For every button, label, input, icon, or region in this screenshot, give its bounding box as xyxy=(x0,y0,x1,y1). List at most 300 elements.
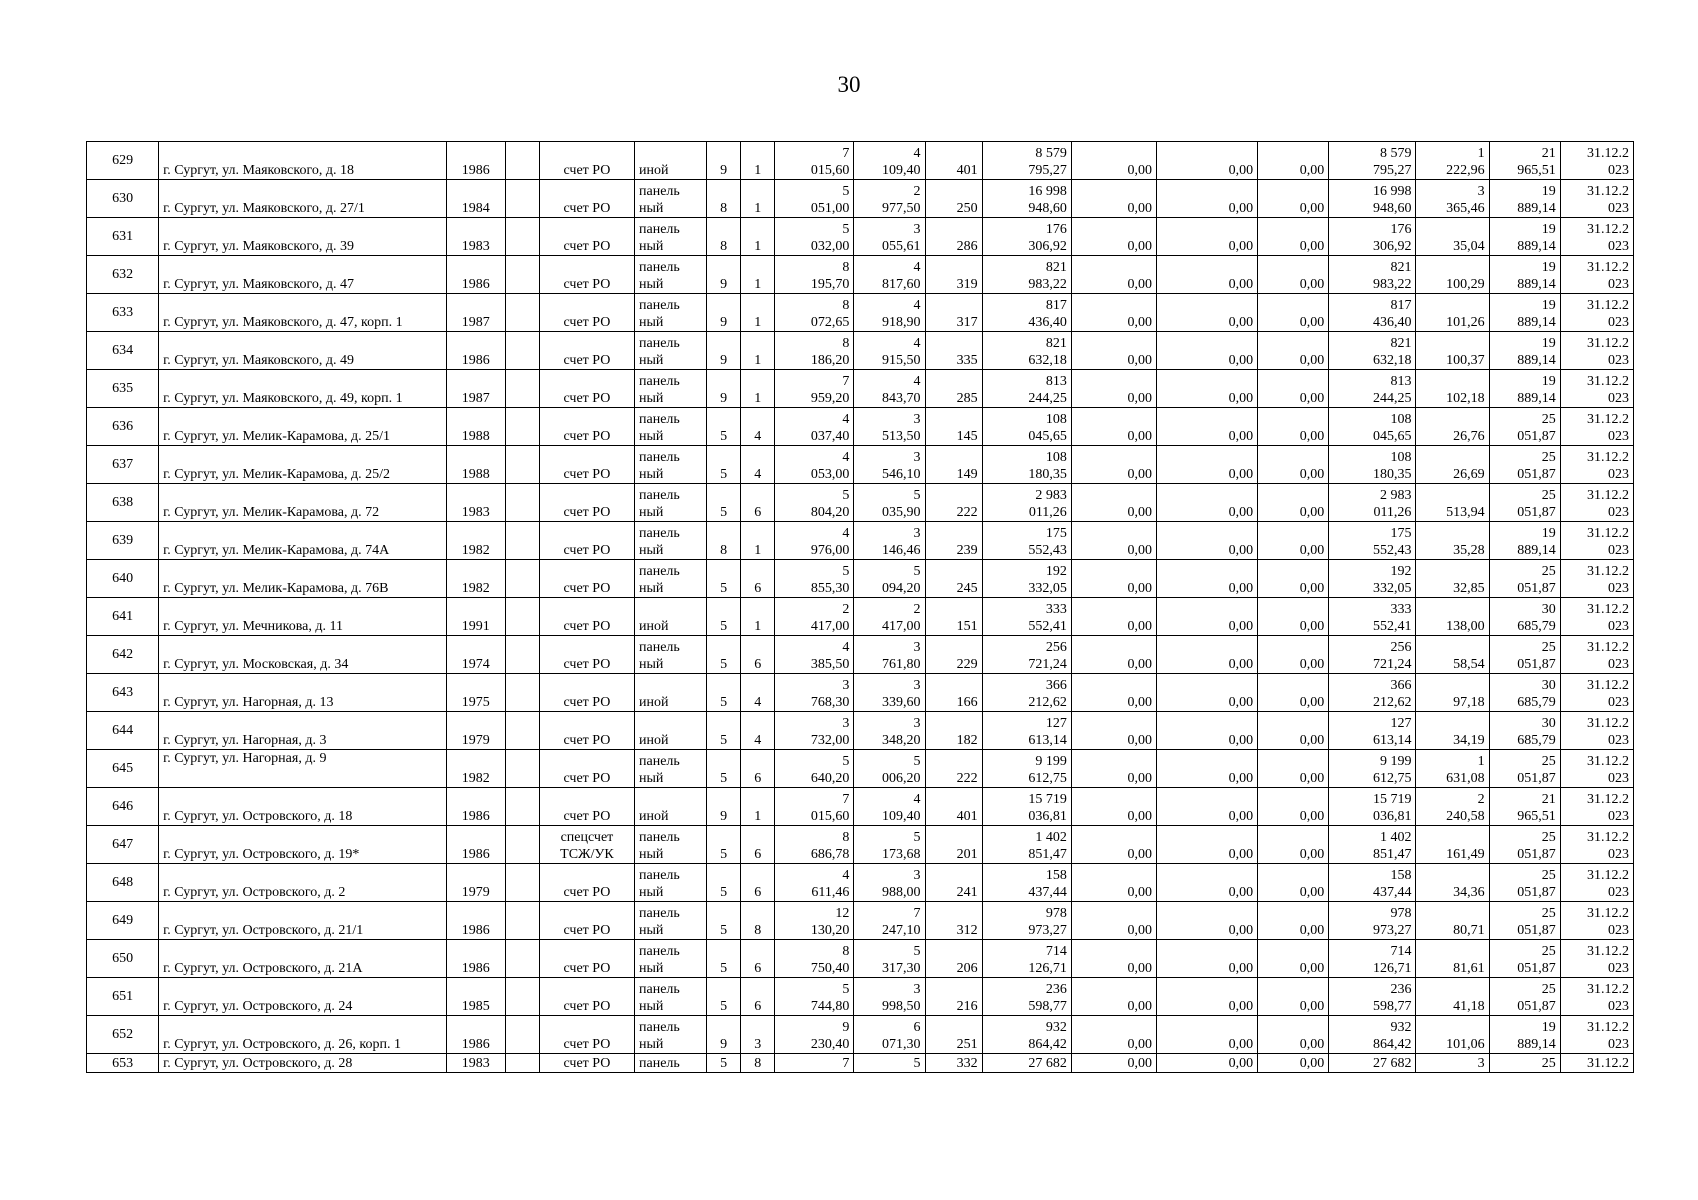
regional-funds-cell: 0,00 xyxy=(1156,446,1257,484)
wall-material-cell: панель ный xyxy=(635,750,707,788)
owner-funds-cell: 176 306,92 xyxy=(1329,218,1416,256)
table-row xyxy=(87,370,1634,408)
year-cell: 1984 xyxy=(446,180,505,218)
limit-cost-cell: 25 051,87 xyxy=(1489,978,1560,1016)
unit-cost-cell: 1 222,96 xyxy=(1416,142,1489,180)
year-cell: 1982 xyxy=(446,750,505,788)
row-number-cell: 630 xyxy=(87,180,159,218)
municipal-funds-cell: 0,00 xyxy=(1258,142,1329,180)
address-cell: г. Сургут, ул. Маяковского, д. 39 xyxy=(159,218,447,256)
federal-funds-cell: 0,00 xyxy=(1071,598,1156,636)
fund-method-cell: счет РО xyxy=(539,978,634,1016)
total-area-cell: 5 804,20 xyxy=(775,484,854,522)
federal-funds-cell: 0,00 xyxy=(1071,1016,1156,1054)
floors-cell: 9 xyxy=(707,788,741,826)
entrances-cell: 4 xyxy=(741,446,775,484)
year-cell: 1991 xyxy=(446,598,505,636)
residents-cell: 222 xyxy=(925,750,982,788)
address-cell: г. Сургут, ул. Островского, д. 18 xyxy=(159,788,447,826)
wall-material-cell: панель ный xyxy=(635,636,707,674)
empty-cell xyxy=(505,294,539,332)
total-area-cell: 4 976,00 xyxy=(775,522,854,560)
floors-cell: 5 xyxy=(707,1054,741,1073)
residents-cell: 285 xyxy=(925,370,982,408)
table-row xyxy=(87,598,1634,636)
floors-cell: 5 xyxy=(707,598,741,636)
residents-cell: 251 xyxy=(925,1016,982,1054)
unit-cost-cell: 81,61 xyxy=(1416,940,1489,978)
unit-cost-cell: 138,00 xyxy=(1416,598,1489,636)
fund-method-cell: счет РО xyxy=(539,864,634,902)
regional-funds-cell: 0,00 xyxy=(1156,902,1257,940)
municipal-funds-cell: 0,00 xyxy=(1258,332,1329,370)
wall-material-cell: иной xyxy=(635,598,707,636)
empty-cell xyxy=(505,978,539,1016)
entrances-cell: 6 xyxy=(741,978,775,1016)
fund-method-cell: счет РО xyxy=(539,180,634,218)
floors-cell: 9 xyxy=(707,256,741,294)
federal-funds-cell: 0,00 xyxy=(1071,636,1156,674)
floors-cell: 5 xyxy=(707,674,741,712)
wall-material-cell: панель ный xyxy=(635,560,707,598)
municipal-funds-cell: 0,00 xyxy=(1258,674,1329,712)
address-cell: г. Сургут, ул. Мелик-Карамова, д. 72 xyxy=(159,484,447,522)
residents-cell: 245 xyxy=(925,560,982,598)
total-area-cell: 3 732,00 xyxy=(775,712,854,750)
municipal-funds-cell: 0,00 xyxy=(1258,826,1329,864)
empty-cell xyxy=(505,446,539,484)
row-number-cell: 644 xyxy=(87,712,159,750)
total-area-cell: 5 032,00 xyxy=(775,218,854,256)
table-row xyxy=(87,256,1634,294)
unit-cost-cell: 34,19 xyxy=(1416,712,1489,750)
regional-funds-cell: 0,00 xyxy=(1156,142,1257,180)
residents-cell: 335 xyxy=(925,332,982,370)
total-area-cell: 7 015,60 xyxy=(775,142,854,180)
limit-cost-cell: 19 889,14 xyxy=(1489,522,1560,560)
address-cell: г. Сургут, ул. Маяковского, д. 27/1 xyxy=(159,180,447,218)
floors-cell: 9 xyxy=(707,142,741,180)
year-cell: 1983 xyxy=(446,1054,505,1073)
living-area-cell: 4 918,90 xyxy=(854,294,925,332)
floors-cell: 5 xyxy=(707,864,741,902)
residents-cell: 216 xyxy=(925,978,982,1016)
federal-funds-cell: 0,00 xyxy=(1071,294,1156,332)
total-cost-cell: 333 552,41 xyxy=(982,598,1071,636)
address-cell: г. Сургут, ул. Островского, д. 24 xyxy=(159,978,447,1016)
total-area-cell: 4 385,50 xyxy=(775,636,854,674)
year-cell: 1979 xyxy=(446,712,505,750)
total-cost-cell: 256 721,24 xyxy=(982,636,1071,674)
owner-funds-cell: 108 045,65 xyxy=(1329,408,1416,446)
address-cell: г. Сургут, ул. Мелик-Карамова, д. 25/1 xyxy=(159,408,447,446)
table-row xyxy=(87,218,1634,256)
limit-cost-cell: 19 889,14 xyxy=(1489,370,1560,408)
fund-method-cell: счет РО xyxy=(539,446,634,484)
federal-funds-cell: 0,00 xyxy=(1071,788,1156,826)
address-cell: г. Сургут, ул. Маяковского, д. 18 xyxy=(159,142,447,180)
municipal-funds-cell: 0,00 xyxy=(1258,408,1329,446)
row-number-cell: 642 xyxy=(87,636,159,674)
address-cell: г. Сургут, ул. Нагорная, д. 3 xyxy=(159,712,447,750)
total-area-cell: 7 015,60 xyxy=(775,788,854,826)
limit-cost-cell: 25 051,87 xyxy=(1489,940,1560,978)
table-row xyxy=(87,142,1634,180)
floors-cell: 8 xyxy=(707,522,741,560)
owner-funds-cell: 714 126,71 xyxy=(1329,940,1416,978)
municipal-funds-cell: 0,00 xyxy=(1258,294,1329,332)
total-area-cell: 5 640,20 xyxy=(775,750,854,788)
entrances-cell: 4 xyxy=(741,408,775,446)
total-area-cell: 5 051,00 xyxy=(775,180,854,218)
deadline-cell: 31.12.2 023 xyxy=(1560,712,1633,750)
owner-funds-cell: 932 864,42 xyxy=(1329,1016,1416,1054)
total-area-cell: 12 130,20 xyxy=(775,902,854,940)
regional-funds-cell: 0,00 xyxy=(1156,1054,1257,1073)
table-row xyxy=(87,522,1634,560)
residents-cell: 250 xyxy=(925,180,982,218)
wall-material-cell: панель ный xyxy=(635,484,707,522)
deadline-cell: 31.12.2 023 xyxy=(1560,598,1633,636)
owner-funds-cell: 333 552,41 xyxy=(1329,598,1416,636)
wall-material-cell: панель ный xyxy=(635,294,707,332)
unit-cost-cell: 32,85 xyxy=(1416,560,1489,598)
total-area-cell: 5 744,80 xyxy=(775,978,854,1016)
empty-cell xyxy=(505,218,539,256)
federal-funds-cell: 0,00 xyxy=(1071,370,1156,408)
year-cell: 1986 xyxy=(446,902,505,940)
address-cell: г. Сургут, ул. Островского, д. 21А xyxy=(159,940,447,978)
row-number-cell: 633 xyxy=(87,294,159,332)
residents-cell: 149 xyxy=(925,446,982,484)
wall-material-cell: панель ный xyxy=(635,826,707,864)
owner-funds-cell: 821 983,22 xyxy=(1329,256,1416,294)
living-area-cell: 3 339,60 xyxy=(854,674,925,712)
year-cell: 1979 xyxy=(446,864,505,902)
row-number-cell: 637 xyxy=(87,446,159,484)
entrances-cell: 1 xyxy=(741,522,775,560)
owner-funds-cell: 15 719 036,81 xyxy=(1329,788,1416,826)
row-number-cell: 646 xyxy=(87,788,159,826)
fund-method-cell: счет РО xyxy=(539,370,634,408)
unit-cost-cell: 101,06 xyxy=(1416,1016,1489,1054)
unit-cost-cell: 97,18 xyxy=(1416,674,1489,712)
deadline-cell: 31.12.2 023 xyxy=(1560,294,1633,332)
empty-cell xyxy=(505,598,539,636)
floors-cell: 9 xyxy=(707,370,741,408)
limit-cost-cell: 25 051,87 xyxy=(1489,864,1560,902)
entrances-cell: 6 xyxy=(741,636,775,674)
deadline-cell: 31.12.2 023 xyxy=(1560,750,1633,788)
deadline-cell: 31.12.2 023 xyxy=(1560,332,1633,370)
unit-cost-cell: 3 xyxy=(1416,1054,1489,1073)
owner-funds-cell: 8 579 795,27 xyxy=(1329,142,1416,180)
entrances-cell: 1 xyxy=(741,370,775,408)
address-cell: г. Сургут, ул. Маяковского, д. 49, корп. 1 xyxy=(159,370,447,408)
total-cost-cell: 714 126,71 xyxy=(982,940,1071,978)
municipal-funds-cell: 0,00 xyxy=(1258,940,1329,978)
row-number-cell: 648 xyxy=(87,864,159,902)
fund-method-cell: счет РО xyxy=(539,712,634,750)
year-cell: 1985 xyxy=(446,978,505,1016)
unit-cost-cell: 34,36 xyxy=(1416,864,1489,902)
entrances-cell: 6 xyxy=(741,940,775,978)
entrances-cell: 6 xyxy=(741,826,775,864)
year-cell: 1987 xyxy=(446,370,505,408)
empty-cell xyxy=(505,560,539,598)
year-cell: 1983 xyxy=(446,484,505,522)
limit-cost-cell: 25 xyxy=(1489,1054,1560,1073)
table-row xyxy=(87,636,1634,674)
wall-material-cell: панель ный xyxy=(635,256,707,294)
address-cell: г. Сургут, ул. Маяковского, д. 49 xyxy=(159,332,447,370)
total-cost-cell: 978 973,27 xyxy=(982,902,1071,940)
municipal-funds-cell: 0,00 xyxy=(1258,218,1329,256)
empty-cell xyxy=(505,408,539,446)
deadline-cell: 31.12.2 023 xyxy=(1560,218,1633,256)
living-area-cell: 5 006,20 xyxy=(854,750,925,788)
living-area-cell: 2 977,50 xyxy=(854,180,925,218)
empty-cell xyxy=(505,788,539,826)
regional-funds-cell: 0,00 xyxy=(1156,408,1257,446)
table-row xyxy=(87,484,1634,522)
total-cost-cell: 9 199 612,75 xyxy=(982,750,1071,788)
federal-funds-cell: 0,00 xyxy=(1071,902,1156,940)
residents-cell: 312 xyxy=(925,902,982,940)
total-area-cell: 8 750,40 xyxy=(775,940,854,978)
row-number-cell: 632 xyxy=(87,256,159,294)
unit-cost-cell: 80,71 xyxy=(1416,902,1489,940)
living-area-cell: 5 xyxy=(854,1054,925,1073)
living-area-cell: 4 843,70 xyxy=(854,370,925,408)
regional-funds-cell: 0,00 xyxy=(1156,674,1257,712)
total-cost-cell: 932 864,42 xyxy=(982,1016,1071,1054)
floors-cell: 5 xyxy=(707,712,741,750)
regional-funds-cell: 0,00 xyxy=(1156,826,1257,864)
limit-cost-cell: 25 051,87 xyxy=(1489,484,1560,522)
regional-funds-cell: 0,00 xyxy=(1156,560,1257,598)
floors-cell: 5 xyxy=(707,446,741,484)
deadline-cell: 31.12.2 023 xyxy=(1560,940,1633,978)
deadline-cell: 31.12.2 023 xyxy=(1560,484,1633,522)
empty-cell xyxy=(505,864,539,902)
unit-cost-cell: 102,18 xyxy=(1416,370,1489,408)
fund-method-cell: счет РО xyxy=(539,522,634,560)
entrances-cell: 6 xyxy=(741,484,775,522)
year-cell: 1986 xyxy=(446,332,505,370)
living-area-cell: 6 071,30 xyxy=(854,1016,925,1054)
entrances-cell: 8 xyxy=(741,902,775,940)
entrances-cell: 8 xyxy=(741,1054,775,1073)
regional-funds-cell: 0,00 xyxy=(1156,636,1257,674)
federal-funds-cell: 0,00 xyxy=(1071,522,1156,560)
deadline-cell: 31.12.2 023 xyxy=(1560,674,1633,712)
limit-cost-cell: 30 685,79 xyxy=(1489,674,1560,712)
living-area-cell: 3 146,46 xyxy=(854,522,925,560)
floors-cell: 5 xyxy=(707,902,741,940)
regional-funds-cell: 0,00 xyxy=(1156,180,1257,218)
table-row xyxy=(87,712,1634,750)
municipal-funds-cell: 0,00 xyxy=(1258,256,1329,294)
address-cell: г. Сургут, ул. Маяковского, д. 47, корп. 1 xyxy=(159,294,447,332)
row-number-cell: 635 xyxy=(87,370,159,408)
living-area-cell: 4 915,50 xyxy=(854,332,925,370)
housing-registry-table xyxy=(86,141,1634,1073)
year-cell: 1986 xyxy=(446,142,505,180)
regional-funds-cell: 0,00 xyxy=(1156,332,1257,370)
total-area-cell: 3 768,30 xyxy=(775,674,854,712)
municipal-funds-cell: 0,00 xyxy=(1258,598,1329,636)
table-row xyxy=(87,864,1634,902)
wall-material-cell: панель ный xyxy=(635,940,707,978)
deadline-cell: 31.12.2 023 xyxy=(1560,560,1633,598)
fund-method-cell: счет РО xyxy=(539,1054,634,1073)
total-area-cell: 9 230,40 xyxy=(775,1016,854,1054)
year-cell: 1987 xyxy=(446,294,505,332)
limit-cost-cell: 25 051,87 xyxy=(1489,446,1560,484)
fund-method-cell: счет РО xyxy=(539,332,634,370)
owner-funds-cell: 813 244,25 xyxy=(1329,370,1416,408)
owner-funds-cell: 175 552,43 xyxy=(1329,522,1416,560)
limit-cost-cell: 25 051,87 xyxy=(1489,560,1560,598)
regional-funds-cell: 0,00 xyxy=(1156,484,1257,522)
owner-funds-cell: 158 437,44 xyxy=(1329,864,1416,902)
unit-cost-cell: 58,54 xyxy=(1416,636,1489,674)
deadline-cell: 31.12.2 023 xyxy=(1560,978,1633,1016)
federal-funds-cell: 0,00 xyxy=(1071,332,1156,370)
empty-cell xyxy=(505,332,539,370)
floors-cell: 9 xyxy=(707,332,741,370)
total-area-cell: 8 186,20 xyxy=(775,332,854,370)
entrances-cell: 4 xyxy=(741,712,775,750)
table-body xyxy=(87,142,1634,1073)
floors-cell: 9 xyxy=(707,1016,741,1054)
total-cost-cell: 813 244,25 xyxy=(982,370,1071,408)
limit-cost-cell: 19 889,14 xyxy=(1489,180,1560,218)
empty-cell xyxy=(505,484,539,522)
owner-funds-cell: 236 598,77 xyxy=(1329,978,1416,1016)
table-row xyxy=(87,902,1634,940)
municipal-funds-cell: 0,00 xyxy=(1258,712,1329,750)
row-number-cell: 634 xyxy=(87,332,159,370)
owner-funds-cell: 821 632,18 xyxy=(1329,332,1416,370)
address-cell: г. Сургут, ул. Мелик-Карамова, д. 74А xyxy=(159,522,447,560)
deadline-cell: 31.12.2 023 xyxy=(1560,256,1633,294)
wall-material-cell: иной xyxy=(635,712,707,750)
table-row xyxy=(87,180,1634,218)
federal-funds-cell: 0,00 xyxy=(1071,826,1156,864)
regional-funds-cell: 0,00 xyxy=(1156,598,1257,636)
owner-funds-cell: 817 436,40 xyxy=(1329,294,1416,332)
limit-cost-cell: 25 051,87 xyxy=(1489,826,1560,864)
empty-cell xyxy=(505,826,539,864)
row-number-cell: 645 xyxy=(87,750,159,788)
empty-cell xyxy=(505,712,539,750)
entrances-cell: 6 xyxy=(741,864,775,902)
total-area-cell: 2 417,00 xyxy=(775,598,854,636)
empty-cell xyxy=(505,522,539,560)
deadline-cell: 31.12.2 023 xyxy=(1560,826,1633,864)
total-cost-cell: 236 598,77 xyxy=(982,978,1071,1016)
municipal-funds-cell: 0,00 xyxy=(1258,902,1329,940)
limit-cost-cell: 19 889,14 xyxy=(1489,294,1560,332)
residents-cell: 145 xyxy=(925,408,982,446)
wall-material-cell: панель ный xyxy=(635,864,707,902)
municipal-funds-cell: 0,00 xyxy=(1258,750,1329,788)
owner-funds-cell: 127 613,14 xyxy=(1329,712,1416,750)
entrances-cell: 1 xyxy=(741,598,775,636)
wall-material-cell: панель ный xyxy=(635,522,707,560)
wall-material-cell: иной xyxy=(635,788,707,826)
fund-method-cell: счет РО xyxy=(539,484,634,522)
address-cell: г. Сургут, ул. Островского, д. 21/1 xyxy=(159,902,447,940)
table-row xyxy=(87,1054,1634,1073)
fund-method-cell: счет РО xyxy=(539,218,634,256)
row-number-cell: 631 xyxy=(87,218,159,256)
deadline-cell: 31.12.2 023 xyxy=(1560,408,1633,446)
total-cost-cell: 2 983 011,26 xyxy=(982,484,1071,522)
residents-cell: 241 xyxy=(925,864,982,902)
living-area-cell: 3 513,50 xyxy=(854,408,925,446)
fund-method-cell: счет РО xyxy=(539,560,634,598)
year-cell: 1986 xyxy=(446,1016,505,1054)
federal-funds-cell: 0,00 xyxy=(1071,446,1156,484)
empty-cell xyxy=(505,180,539,218)
federal-funds-cell: 0,00 xyxy=(1071,864,1156,902)
limit-cost-cell: 25 051,87 xyxy=(1489,408,1560,446)
limit-cost-cell: 25 051,87 xyxy=(1489,636,1560,674)
total-cost-cell: 192 332,05 xyxy=(982,560,1071,598)
year-cell: 1988 xyxy=(446,446,505,484)
residents-cell: 401 xyxy=(925,788,982,826)
deadline-cell: 31.12.2 023 xyxy=(1560,142,1633,180)
total-cost-cell: 108 180,35 xyxy=(982,446,1071,484)
row-number-cell: 649 xyxy=(87,902,159,940)
wall-material-cell: панель ный xyxy=(635,902,707,940)
residents-cell: 319 xyxy=(925,256,982,294)
fund-method-cell: спецсчет ТСЖ/УК xyxy=(539,826,634,864)
limit-cost-cell: 21 965,51 xyxy=(1489,788,1560,826)
unit-cost-cell: 2 240,58 xyxy=(1416,788,1489,826)
fund-method-cell: счет РО xyxy=(539,940,634,978)
address-cell: г. Сургут, ул. Маяковского, д. 47 xyxy=(159,256,447,294)
municipal-funds-cell: 0,00 xyxy=(1258,180,1329,218)
wall-material-cell: панель ный xyxy=(635,408,707,446)
fund-method-cell: счет РО xyxy=(539,1016,634,1054)
unit-cost-cell: 101,26 xyxy=(1416,294,1489,332)
year-cell: 1975 xyxy=(446,674,505,712)
fund-method-cell: счет РО xyxy=(539,142,634,180)
regional-funds-cell: 0,00 xyxy=(1156,978,1257,1016)
year-cell: 1986 xyxy=(446,256,505,294)
entrances-cell: 1 xyxy=(741,142,775,180)
wall-material-cell: панель ный xyxy=(635,370,707,408)
year-cell: 1982 xyxy=(446,522,505,560)
total-area-cell: 7 xyxy=(775,1054,854,1073)
empty-cell xyxy=(505,750,539,788)
unit-cost-cell: 26,69 xyxy=(1416,446,1489,484)
total-cost-cell: 158 437,44 xyxy=(982,864,1071,902)
row-number-cell: 629 xyxy=(87,142,159,180)
unit-cost-cell: 513,94 xyxy=(1416,484,1489,522)
federal-funds-cell: 0,00 xyxy=(1071,750,1156,788)
owner-funds-cell: 978 973,27 xyxy=(1329,902,1416,940)
total-area-cell: 4 611,46 xyxy=(775,864,854,902)
row-number-cell: 647 xyxy=(87,826,159,864)
fund-method-cell: счет РО xyxy=(539,788,634,826)
total-area-cell: 4 053,00 xyxy=(775,446,854,484)
residents-cell: 222 xyxy=(925,484,982,522)
